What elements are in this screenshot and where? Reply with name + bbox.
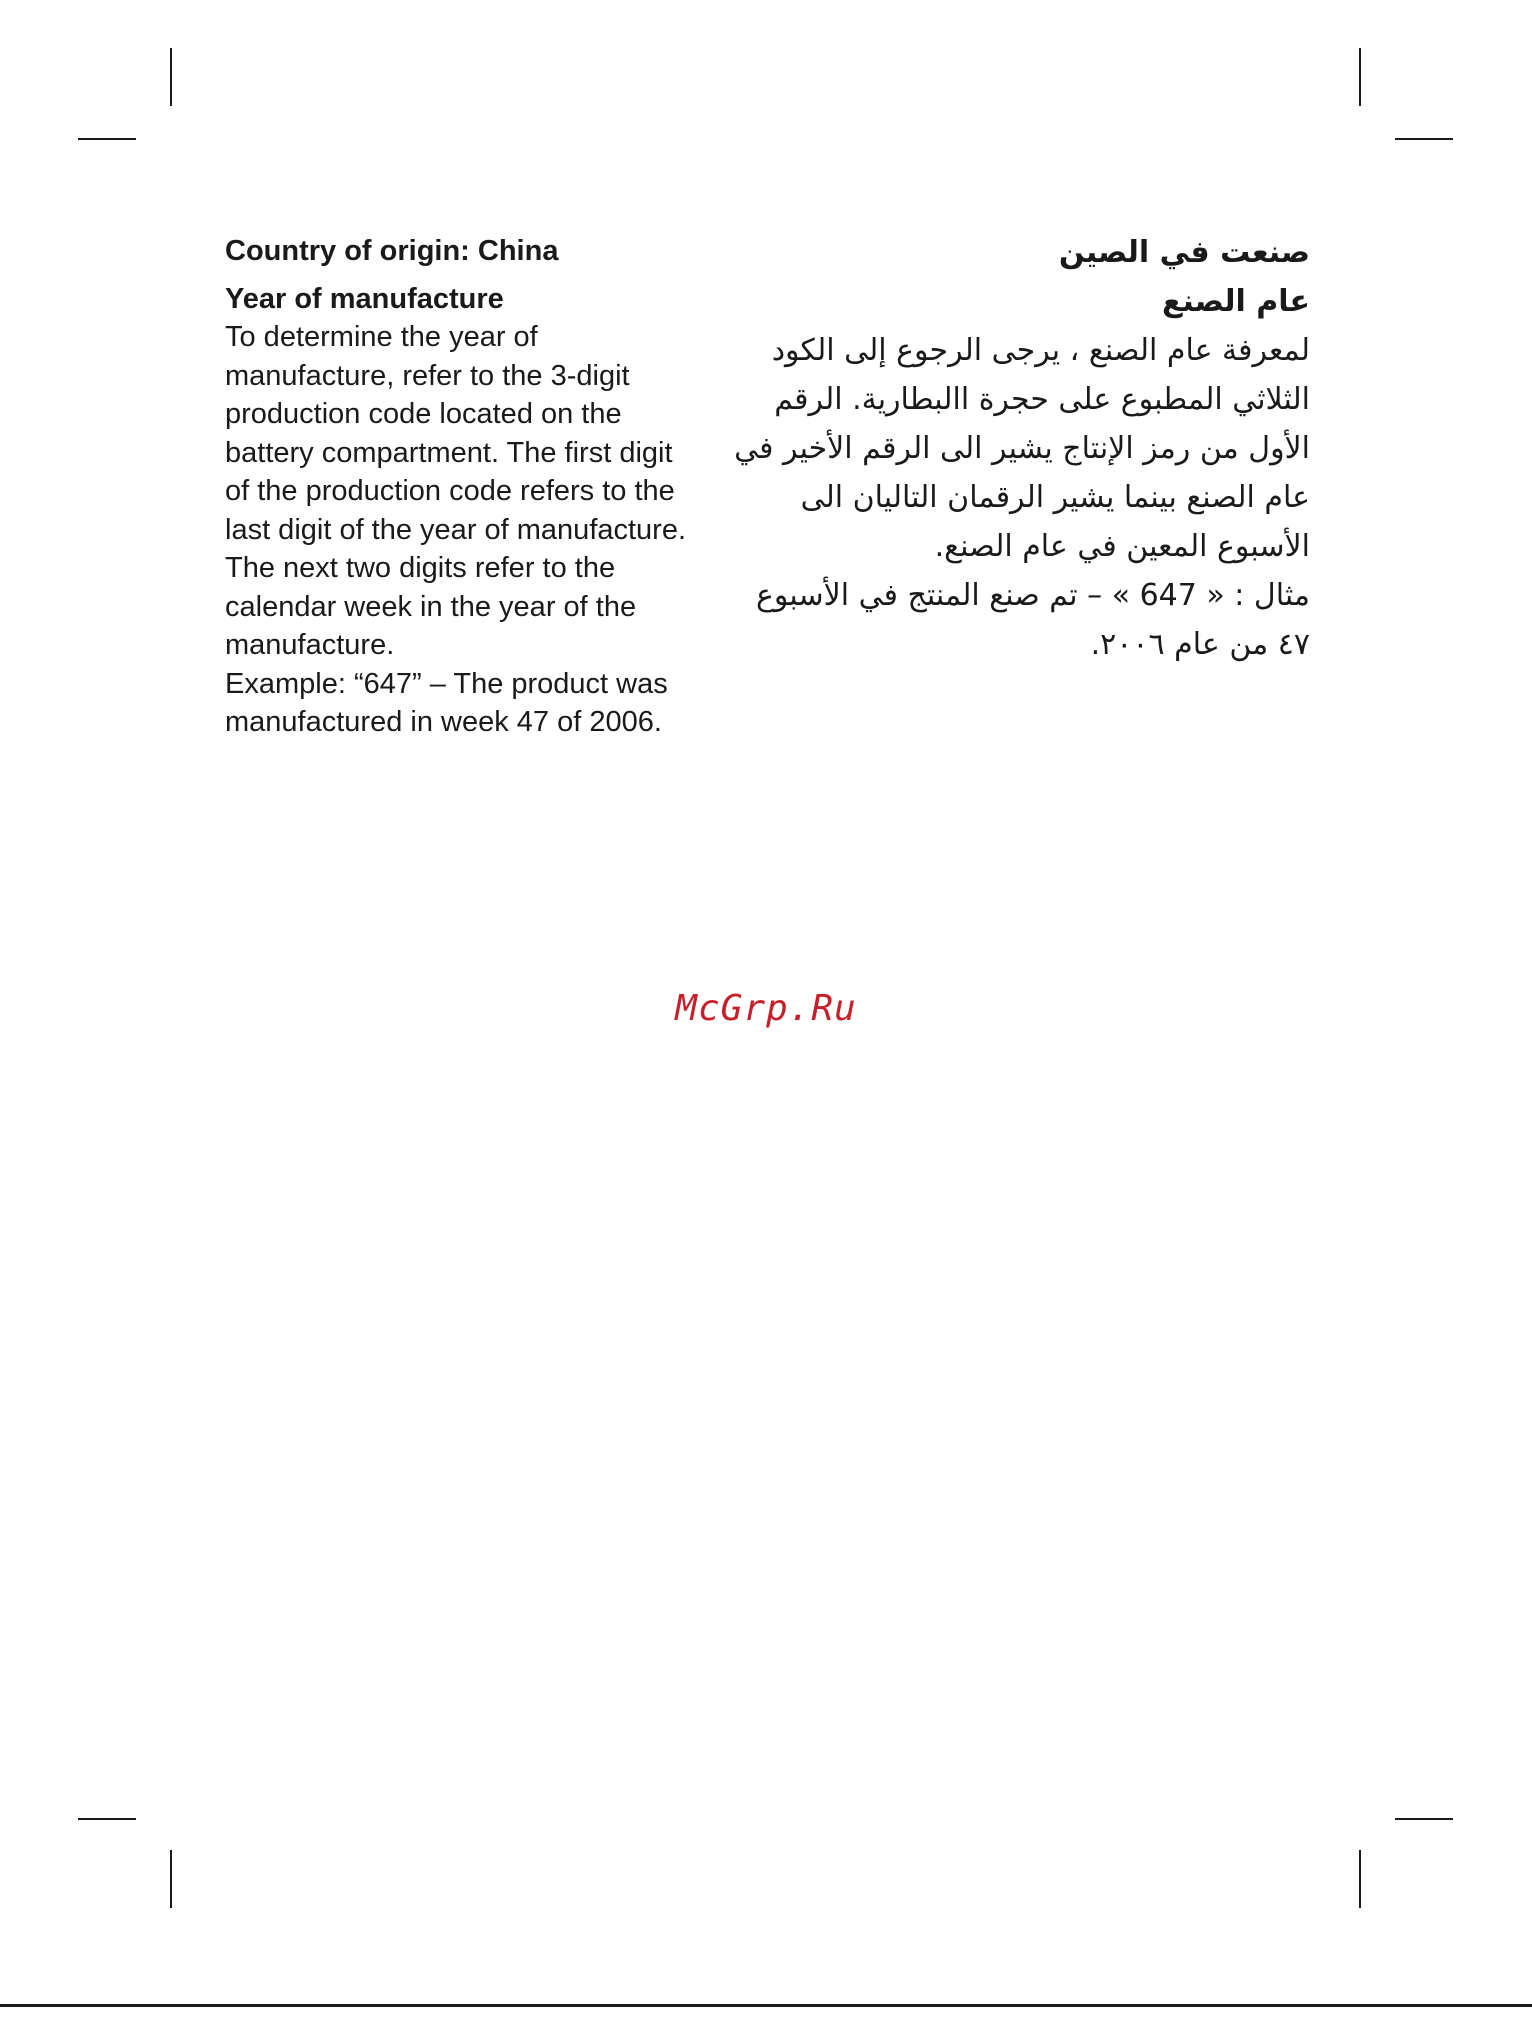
- watermark: McGrp.Ru: [675, 988, 857, 1029]
- crop-mark: [1359, 1850, 1361, 1908]
- arabic-column: [720, 228, 1310, 669]
- crop-mark: [1359, 48, 1361, 106]
- crop-mark: [78, 138, 136, 140]
- example-paragraph: Example: “647” – The product was manufactured in week 47 of 2006.: [225, 667, 668, 738]
- crop-mark: [1395, 138, 1453, 140]
- arabic-production-code-paragraph: لمعرفة عام الصنع ، يرجى الرجوع إلى الكود الثلاثي المطبوع على حجرة االبطارية. الرقم الأول من رمز الإنتاج يشير الى الرقم الأخير في عام الصنع بينما يشير الرقمان التاليان الى الأسبوع المعين في عام الصنع.: [734, 333, 1310, 564]
- bottom-rule: [0, 2004, 1532, 2007]
- crop-mark: [170, 48, 172, 106]
- crop-mark: [1395, 1818, 1453, 1820]
- crop-mark: [170, 1850, 172, 1908]
- country-of-origin-heading: Country of origin: China: [225, 235, 559, 267]
- english-column: [225, 232, 695, 742]
- production-code-paragraph: To determine the year of manufacture, refer to the 3-digit production code located on the battery compartment. The first digit of the production code refers to the last digit of the year of manufacture. The next two digits refer to the calendar week in the year of the manufacture.: [225, 321, 687, 661]
- arabic-example-paragraph: مثال : « 647 » – تم صنع المنتج في الأسبوع ٤٧ من عام ٢٠٠٦.: [756, 578, 1310, 662]
- arabic-year-heading: عام الصنع: [1161, 284, 1310, 319]
- arabic-country-heading: صنعت في الصين: [1058, 235, 1310, 270]
- crop-mark: [78, 1818, 136, 1820]
- year-of-manufacture-heading: Year of manufacture: [225, 282, 504, 315]
